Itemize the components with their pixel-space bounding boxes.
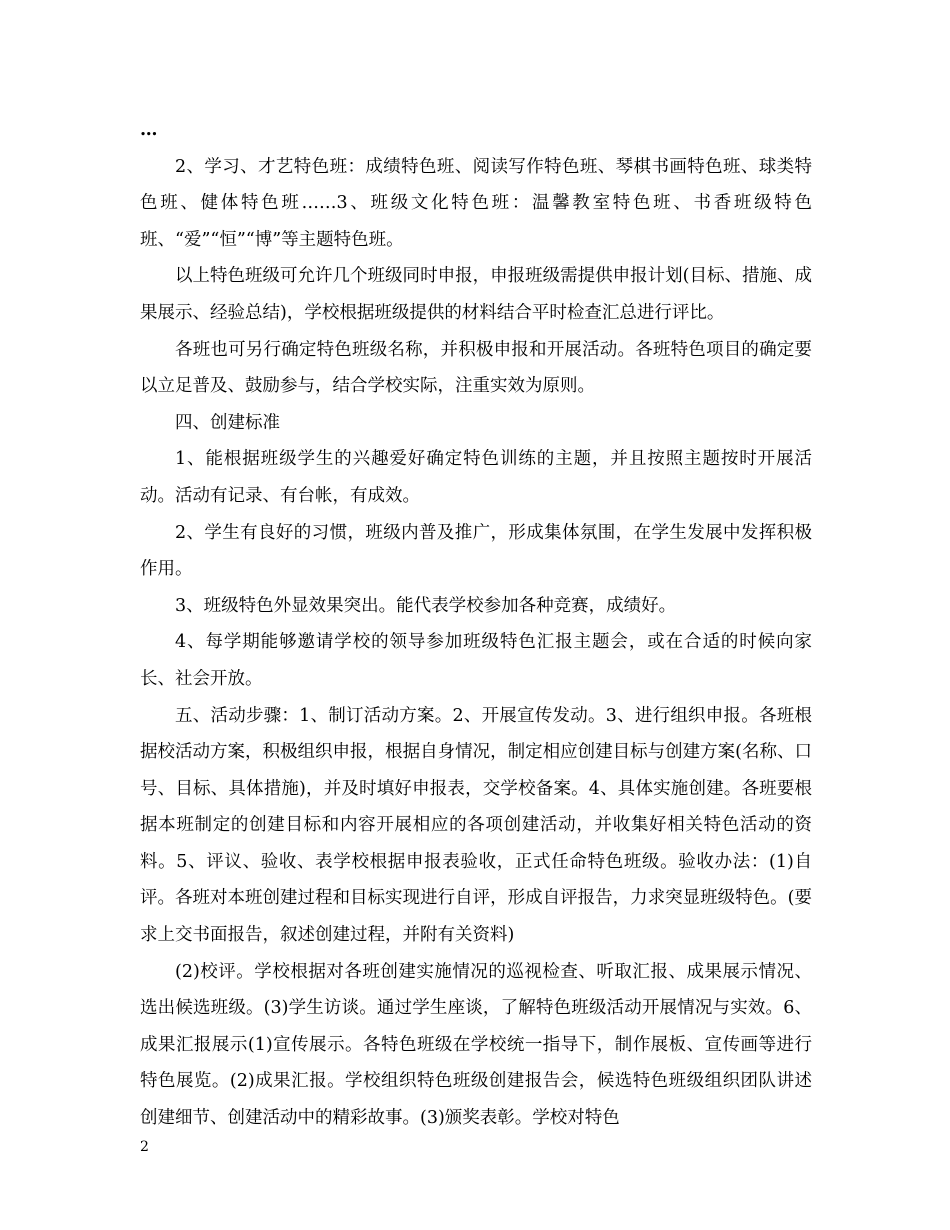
section-heading-standards: 四、创建标准 xyxy=(175,412,280,433)
page-number: 2 xyxy=(140,1139,149,1155)
standard-item-1: 1、能根据班级学生的兴趣爱好确定特色训练的主题，并且按照主题按时开展活动。活动有记录、有台帐，有成效。 xyxy=(140,449,812,506)
document-body xyxy=(140,112,812,1137)
standard-item-2: 2、学生有良好的习惯，班级内普及推广，形成集体氛围，在学生发展中发挥积极作用。 xyxy=(140,522,812,580)
standard-item-3: 3、班级特色外显效果突出。能代表学校参加各种竞赛，成绩好。 xyxy=(175,595,677,616)
paragraph-naming-principle: 各班也可另行确定特色班级名称，并积极申报和开展活动。各班特色项目的确定要以立足普及、鼓励参与，结合学校实际，注重实效为原则。 xyxy=(140,339,812,397)
paragraph-application-rules: 以上特色班级可允许几个班级同时申报，申报班级需提供申报计划(目标、措施、成果展示、经验总结)，学校根据班级提供的材料结合平时检查汇总进行评比。 xyxy=(140,266,812,323)
leading-ellipsis: … xyxy=(140,120,159,140)
paragraph-evaluation-and-showcase: (2)校评。学校根据对各班创建实施情况的巡视检查、听取汇报、成果展示情况、选出候选班级。(3)学生访谈。通过学生座谈，了解特色班级活动开展情况与实效。6、成果汇报展示(1)宣传展示。各特色班级在学校统一指导下，制作展板、宣传画等进行特色展览。(2)成果汇报。学校组织特色班级创建报告会，候选特色班级组织团队讲述创建细节、创建活动中的精彩故事。(3)颁奖表彰。学校对特色 xyxy=(140,961,812,1129)
paragraph-activity-steps: 五、活动步骤：1、制订活动方案。2、开展宣传发动。3、进行组织申报。各班根据校活动方案，积极组织申报，根据自身情况，制定相应创建目标与创建方案(名称、口号、目标、具体措施)，并及时填好申报表，交学校备案。4、具体实施创建。各班要根据本班制定的创建目标和内容开展相应的各项创建活动，并收集好相关特色活动的资料。5、评议、验收、表学校根据申报表验收，正式任命特色班级。验收办法：(1)自评。各班对本班创建过程和目标实现进行自评，形成自评报告，力求突显班级特色。(要求上交书面报告，叙述创建过程，并附有关资料) xyxy=(140,705,812,946)
paragraph-special-class-types: 2、学习、才艺特色班：成绩特色班、阅读写作特色班、琴棋书画特色班、球类特色班、健体特色班……3、班级文化特色班：温馨教室特色班、书香班级特色班、“爱”“恒”“博”等主题特色班。 xyxy=(140,156,812,250)
standard-item-4: 4、每学期能够邀请学校的领导参加班级特色汇报主题会，或在合适的时候向家长、社会开放。 xyxy=(140,632,812,689)
